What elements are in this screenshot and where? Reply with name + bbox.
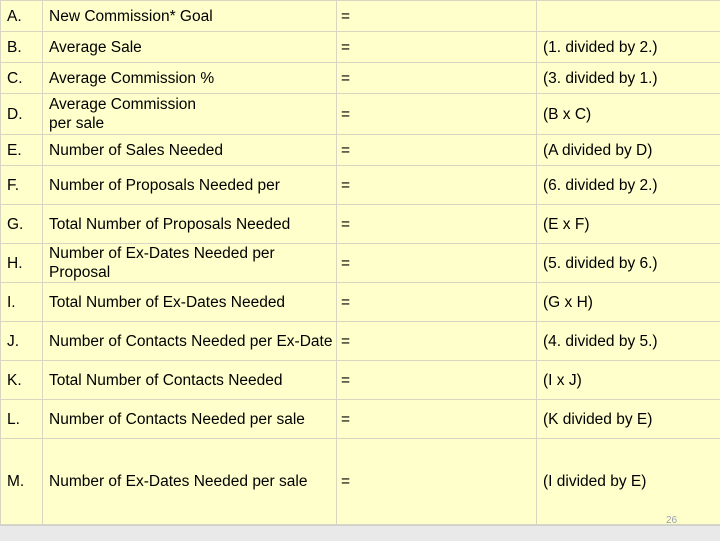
row-equals: =	[337, 400, 537, 439]
row-formula: (I divided by E)	[537, 439, 720, 525]
table-row	[1, 400, 720, 439]
row-equals: =	[337, 1, 537, 32]
row-letter: F.	[1, 166, 43, 205]
row-formula: (B x C)	[537, 94, 720, 135]
table-row	[1, 166, 720, 205]
row-equals: =	[337, 63, 537, 94]
row-description: Average Commission per sale	[43, 94, 337, 135]
table-row	[1, 32, 720, 63]
row-equals: =	[337, 322, 537, 361]
row-formula: (G x H)	[537, 283, 720, 322]
row-letter: A.	[1, 1, 43, 32]
row-description: Number of Ex-Dates Needed per sale	[43, 439, 337, 525]
row-letter: K.	[1, 361, 43, 400]
row-letter: D.	[1, 94, 43, 135]
slide-footer-bar	[0, 525, 720, 541]
row-equals: =	[337, 283, 537, 322]
table-row	[1, 244, 720, 283]
row-description: Number of Proposals Needed per	[43, 166, 337, 205]
row-formula: (6. divided by 2.)	[537, 166, 720, 205]
row-description: Total Number of Contacts Needed	[43, 361, 337, 400]
row-description: Number of Contacts Needed per sale	[43, 400, 337, 439]
row-description: Average Commission %	[43, 63, 337, 94]
row-letter: L.	[1, 400, 43, 439]
row-letter: H.	[1, 244, 43, 283]
row-equals: =	[337, 166, 537, 205]
table-row	[1, 283, 720, 322]
row-equals: =	[337, 94, 537, 135]
table-row	[1, 322, 720, 361]
row-equals: =	[337, 32, 537, 63]
row-equals: =	[337, 135, 537, 166]
table-row	[1, 361, 720, 400]
row-letter: I.	[1, 283, 43, 322]
row-letter: G.	[1, 205, 43, 244]
row-formula: (4. divided by 5.)	[537, 322, 720, 361]
row-description: Total Number of Ex-Dates Needed	[43, 283, 337, 322]
table-row	[1, 205, 720, 244]
row-equals: =	[337, 205, 537, 244]
row-formula	[537, 1, 720, 32]
row-letter: J.	[1, 322, 43, 361]
row-description: Average Sale	[43, 32, 337, 63]
table-row	[1, 1, 720, 32]
row-formula: (K divided by E)	[537, 400, 720, 439]
row-description: Total Number of Proposals Needed	[43, 205, 337, 244]
row-letter: M.	[1, 439, 43, 525]
row-formula: (I x J)	[537, 361, 720, 400]
row-description: Number of Ex-Dates Needed per Proposal	[43, 244, 337, 283]
row-equals: =	[337, 361, 537, 400]
table-row	[1, 63, 720, 94]
row-equals: =	[337, 439, 537, 525]
row-formula: (5. divided by 6.)	[537, 244, 720, 283]
row-formula: (A divided by D)	[537, 135, 720, 166]
row-formula: (E x F)	[537, 205, 720, 244]
row-letter: B.	[1, 32, 43, 63]
table-row	[1, 135, 720, 166]
table-row	[1, 94, 720, 135]
row-equals: =	[337, 244, 537, 283]
row-description: New Commission* Goal	[43, 1, 337, 32]
row-letter: E.	[1, 135, 43, 166]
row-letter: C.	[1, 63, 43, 94]
table-row	[1, 439, 720, 525]
page-number: 26	[666, 515, 677, 526]
row-description: Number of Contacts Needed per Ex-Date	[43, 322, 337, 361]
row-formula: (3. divided by 1.)	[537, 63, 720, 94]
row-description: Number of Sales Needed	[43, 135, 337, 166]
row-formula: (1. divided by 2.)	[537, 32, 720, 63]
